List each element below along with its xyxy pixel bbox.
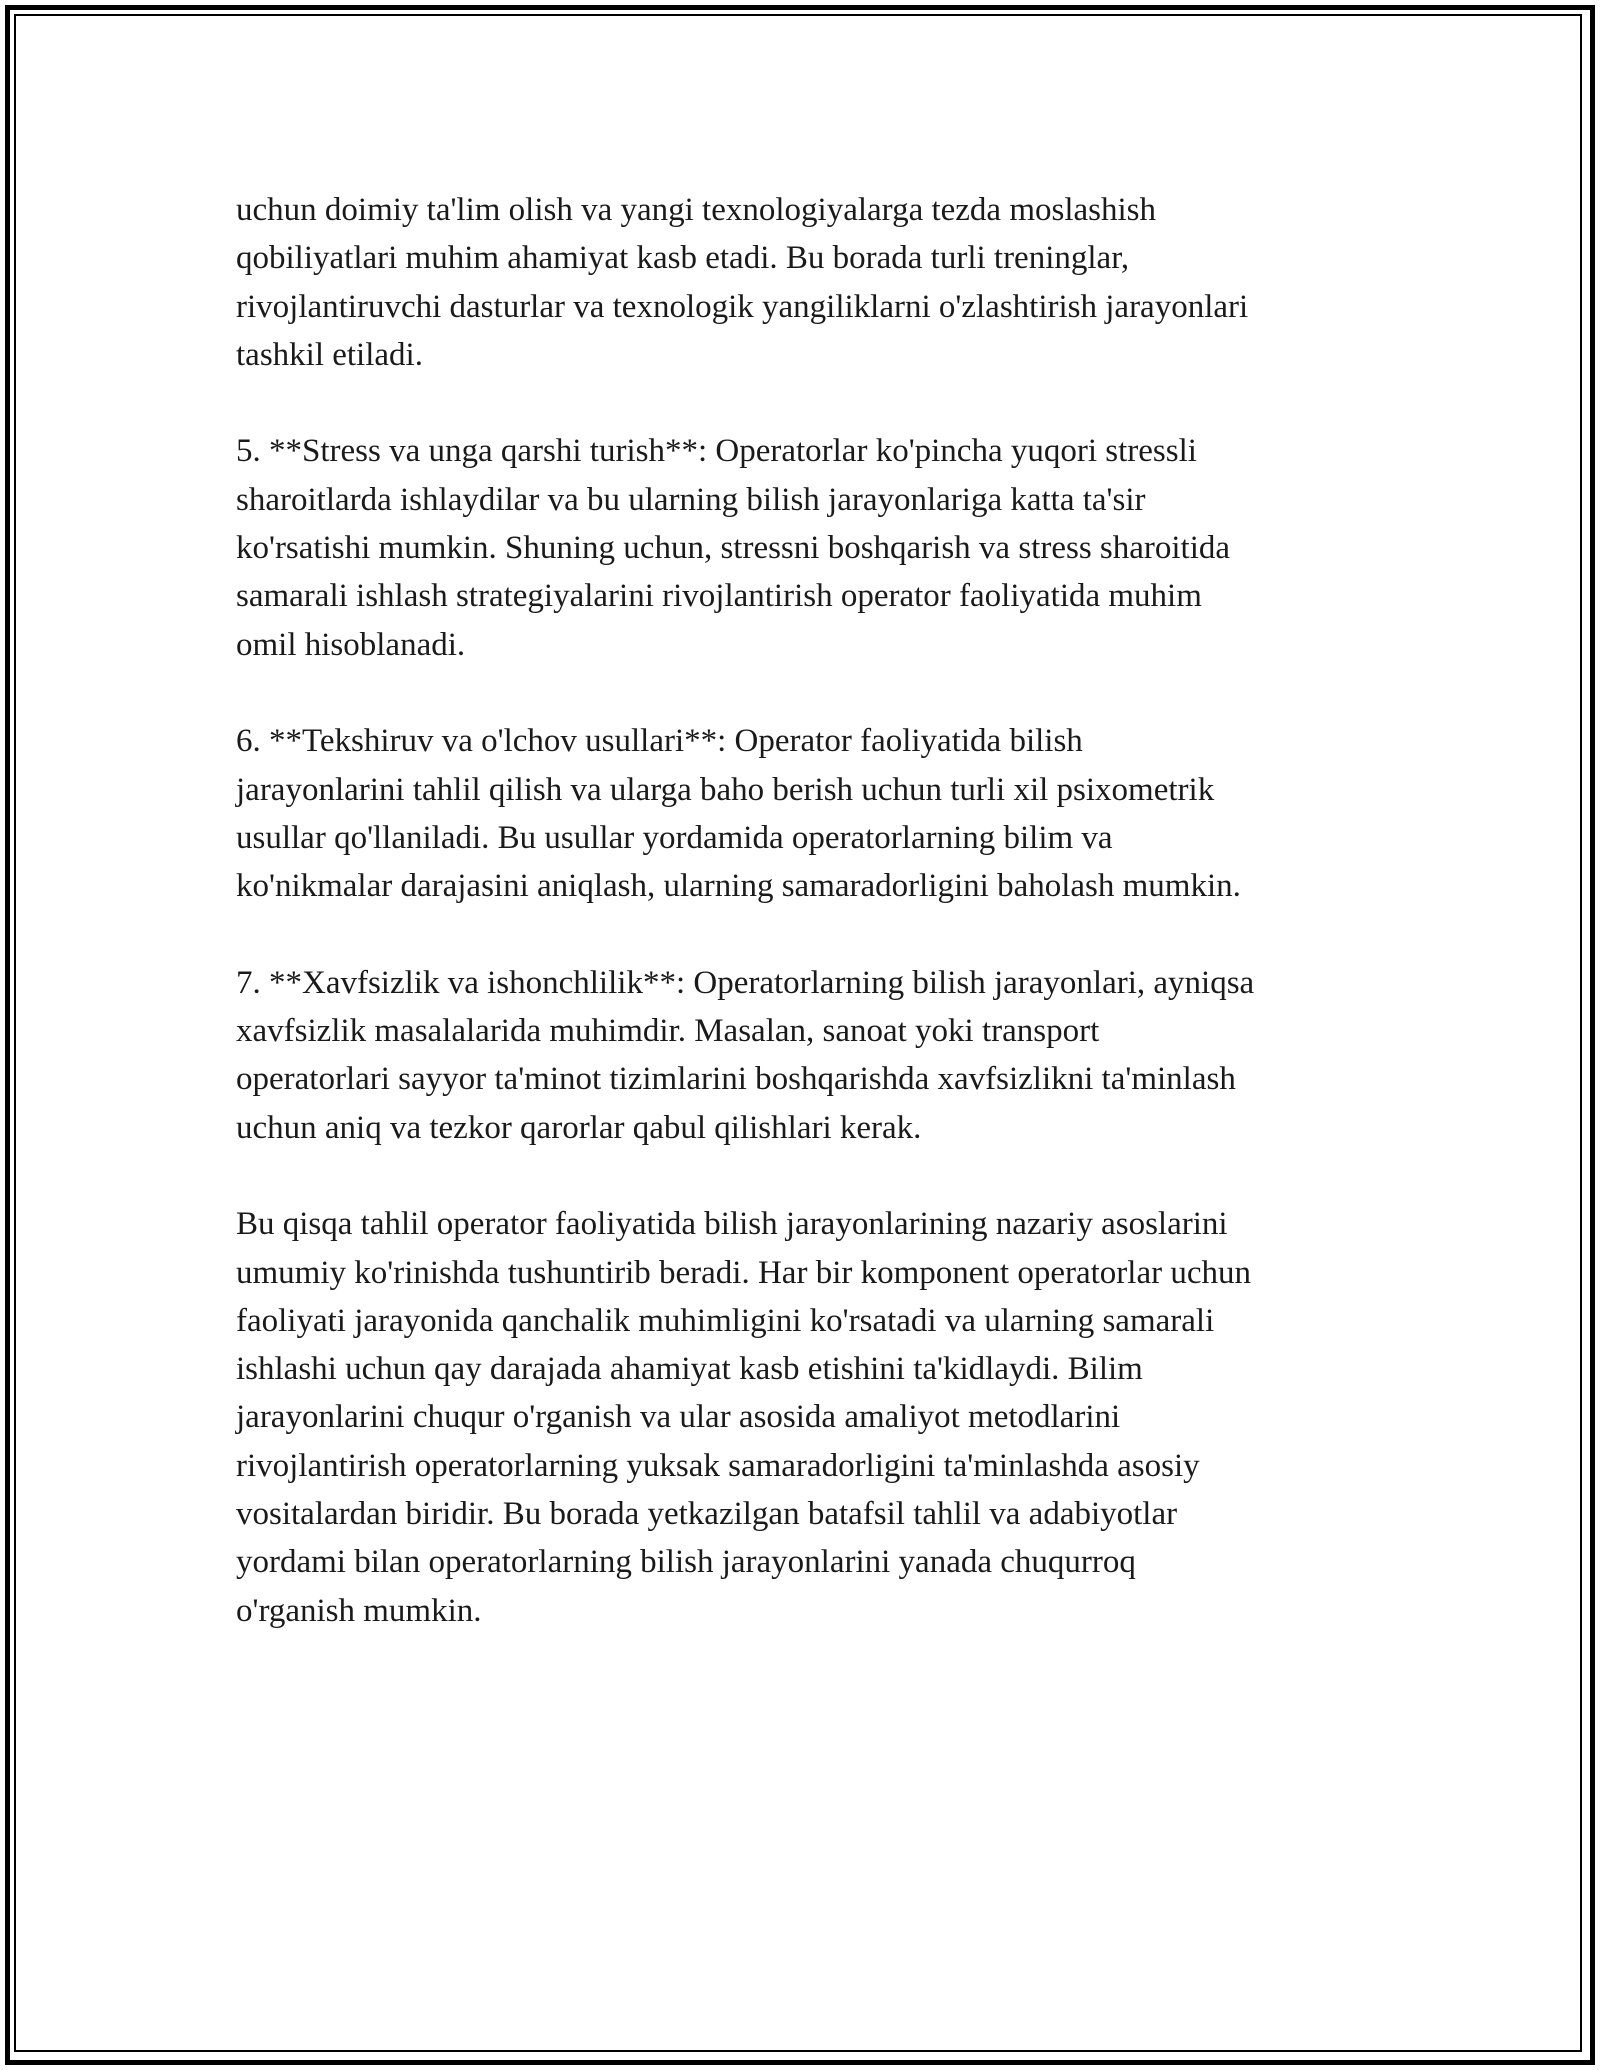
paragraph-item-5-stress: 5. **Stress va unga qarshi turish**: Operatorlar ko'pincha yuqori stressli sharoitlarda ishlaydilar va bu ularning bilish jarayonlariga katta ta'sir ko'rsatishi mumkin. Shuning uchun, stressni boshqarish va stress sharoitida samarali ishlash strategiyalarini rivojlantirish operator faoliyatida muhim omil hisoblanadi. xyxy=(236,433,1231,663)
paragraph-conclusion: Bu qisqa tahlil operator faoliyatida bilish jarayonlarining nazariy asoslarini umumiy ko'rinishda tushuntirib beradi. Har bir komponent operatorlar uchun faoliyati jarayonida qanchalik muhimligini ko'rsatadi va ularning samarali ishlashi uchun qay darajada ahamiyat kasb etishini ta'kidlaydi. Bilim jarayonlarini chuqur o'rganish va ular asosida amaliyot metodlarini rivojlantirish operatorlarning yuksak samaradorligini ta'minlashda asosiy vositalardan biridir. Bu borada yetkazilgan batafsil tahlil va adabiyotlar yordami bilan operatorlarning bilish jarayonlarini yanada chuqurroq o'rganish mumkin. xyxy=(236,1206,1251,1629)
paragraph-continuation: uchun doimiy ta'lim olish va yangi texnologiyalarga tezda moslashish qobiliyatlari muhim ahamiyat kasb etadi. Bu borada turli treninglar, rivojlantiruvchi dasturlar va texnologik yangiliklarni o'zlashtirish jarayonlari tashkil etiladi. xyxy=(236,192,1249,373)
paragraph-item-7-safety-reliability: 7. **Xavfsizlik va ishonchlilik**: Operatorlarning bilish jarayonlari, ayniqsa xavfsizlik masalalarida muhimdir. Masalan, sanoat yoki transport operatorlari sayyor ta'minot tizimlarini boshqarishda xavfsizlikni ta'minlash uchun aniq va tezkor qarorlar qabul qilishlari kerak. xyxy=(236,964,1255,1146)
document-body xyxy=(236,186,1386,1635)
paragraph-item-6-assessment-methods: 6. **Tekshiruv va o'lchov usullari**: Operator faoliyatida bilish jarayonlarini tahlil qilish va ularga baho berish uchun turli xil psixometrik usullar qo'llaniladi. Bu usullar yordamida operatorlarning bilim va ko'nikmalar darajasini aniqlash, ularning samaradorligini baholash mumkin. xyxy=(236,723,1241,905)
